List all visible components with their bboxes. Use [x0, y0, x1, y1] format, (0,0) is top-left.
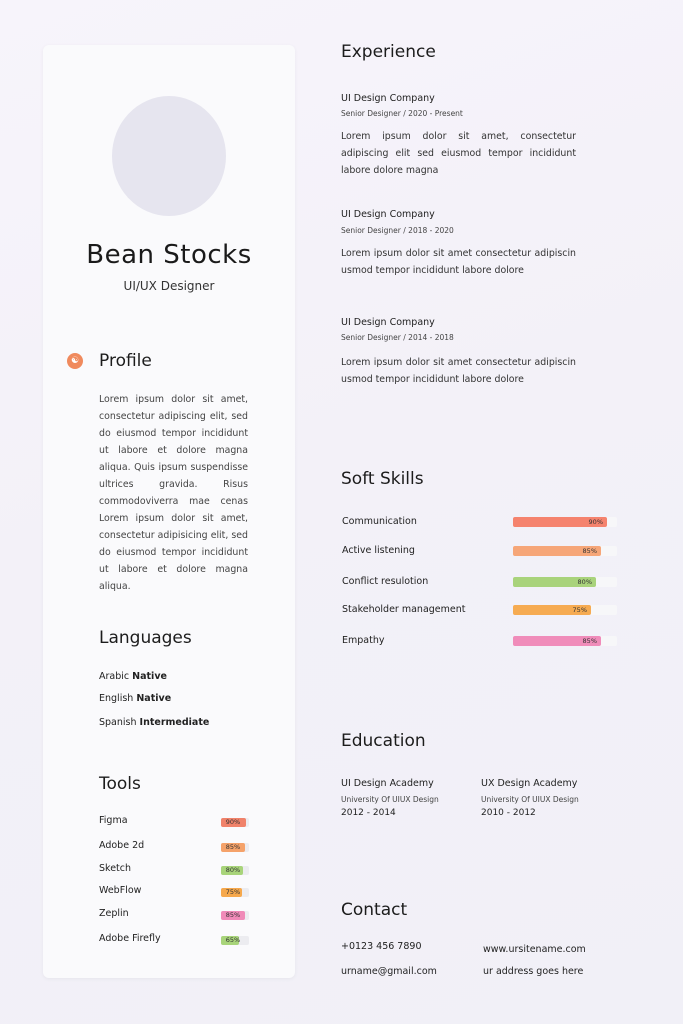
tool-percent: 85%	[225, 843, 241, 851]
skill-name: Stakeholder management	[342, 604, 466, 615]
contact-title: Contact	[341, 900, 408, 920]
tool-percent: 80%	[225, 866, 241, 874]
skill-bar	[513, 577, 617, 587]
language-item: Spanish Intermediate	[99, 717, 210, 728]
experience-title: Experience	[341, 42, 436, 62]
skill-percent: 85%	[582, 637, 597, 645]
tool-bar	[221, 866, 249, 875]
tool-name: Figma	[99, 815, 128, 826]
skill-bar-fill	[513, 605, 591, 615]
skill-bar	[513, 636, 617, 646]
tool-percent: 65%	[225, 936, 241, 944]
user-icon: ☯	[67, 353, 83, 369]
skill-bar	[513, 517, 617, 527]
skill-name: Communication	[342, 516, 417, 527]
language-item: English Native	[99, 693, 172, 704]
skill-percent: 75%	[572, 606, 587, 614]
contact-email[interactable]: urname@gmail.com	[341, 966, 437, 977]
tool-name: Adobe 2d	[99, 840, 145, 851]
contact-website[interactable]: www.ursitename.com	[483, 944, 586, 955]
tool-percent: 90%	[225, 818, 241, 826]
contact-address: ur address goes here	[483, 966, 584, 977]
tool-bar	[221, 843, 249, 852]
tools-title: Tools	[99, 774, 141, 794]
education-university: University Of UIUX Design	[341, 795, 439, 804]
skill-name: Active listening	[342, 545, 415, 556]
avatar	[112, 96, 226, 216]
skill-percent: 90%	[588, 518, 603, 526]
skill-name: Empathy	[342, 635, 385, 646]
tool-bar	[221, 911, 249, 920]
skill-bar-fill	[513, 546, 601, 556]
profile-text: Lorem ipsum dolor sit amet, consectetur adipiscing elit, sed do eiusmod tempor incididunt ut labore et dolore magna aliqua. Quis ipsum suspendisse ultrices gravida. Risus commodoviverra mae cenas Lorem ipsum dolor sit amet, consectetur adipisicing elit, sed do eiusmod tempor incididunt ut labore et dolore magna aliqua.	[99, 394, 248, 592]
skill-bar-fill	[513, 636, 601, 646]
job-meta: Senior Designer / 2014 - 2018	[341, 333, 454, 342]
skill-bar	[513, 605, 617, 615]
contact-phone: +0123 456 7890	[341, 941, 422, 952]
job-meta: Senior Designer / 2020 - Present	[341, 109, 463, 118]
tool-name: Adobe Firefly	[99, 933, 161, 944]
tool-percent: 85%	[225, 911, 241, 919]
education-university: University Of UIUX Design	[481, 795, 579, 804]
job-company: UI Design Company	[341, 93, 435, 104]
skill-percent: 80%	[577, 578, 592, 586]
tool-bar	[221, 888, 249, 897]
skill-percent: 85%	[582, 547, 597, 555]
job-description: Lorem ipsum dolor sit amet consectetur adipiscin usmod tempor incididunt labore dolore	[341, 248, 576, 276]
tool-bar	[221, 818, 249, 827]
language-item: Arabic Native	[99, 671, 167, 682]
skill-bar	[513, 546, 617, 556]
skill-bar-fill	[513, 577, 596, 587]
skill-bar-fill	[513, 517, 607, 527]
education-years: 2012 - 2014	[341, 808, 396, 818]
person-name: Bean Stocks	[86, 240, 252, 270]
tool-name: Sketch	[99, 863, 132, 874]
education-title: Education	[341, 731, 426, 751]
job-description: Lorem ipsum dolor sit amet consectetur adipiscin usmod tempor incididunt labore dolore	[341, 357, 576, 385]
education-years: 2010 - 2012	[481, 808, 536, 818]
tool-percent: 75%	[225, 888, 241, 896]
soft-skills-title: Soft Skills	[341, 469, 424, 489]
job-meta: Senior Designer / 2018 - 2020	[341, 226, 454, 235]
skill-name: Conflict resulotion	[342, 576, 429, 587]
tool-name: Zeplin	[99, 908, 129, 919]
tool-bar	[221, 936, 249, 945]
person-role: UI/UX Designer	[123, 279, 215, 293]
education-name: UX Design Academy	[481, 778, 578, 789]
tool-name: WebFlow	[99, 885, 142, 896]
education-name: UI Design Academy	[341, 778, 434, 789]
profile-title: Profile	[99, 351, 152, 371]
job-description: Lorem ipsum dolor sit amet, consectetur adipiscing elit sed eiusmod tempor incididunt labore dolore magna	[341, 131, 576, 176]
job-company: UI Design Company	[341, 317, 435, 328]
job-company: UI Design Company	[341, 209, 435, 220]
languages-title: Languages	[99, 628, 192, 648]
